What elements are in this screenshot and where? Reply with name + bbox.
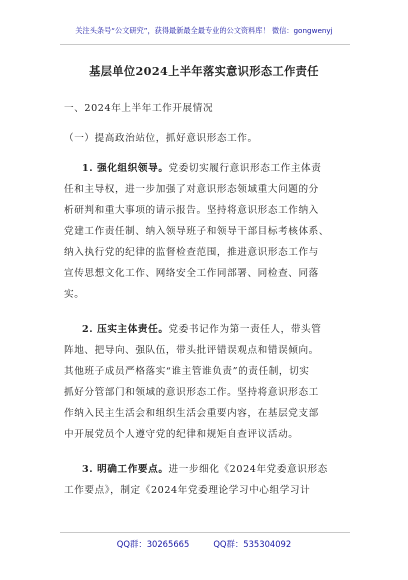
- subsection-heading: （一）提高政治站位，抓好意识形态工作。: [64, 133, 258, 144]
- paragraph-1-heading: 1. 强化组织领导。: [82, 163, 169, 174]
- header-divider: [60, 44, 350, 45]
- document-title: 基层单位2024上半年落实意识形态工作责任: [89, 64, 319, 78]
- paragraph-1-line: 任和主导权，进一步加强了对意识形态领域重大问题的分: [64, 184, 319, 195]
- header-banner: 关注头条号“公文研究”，获得最新最全最专业的公文资料库！ 微信：gongwenyj: [75, 26, 333, 35]
- paragraph-2-line: 阵地、把导向、强队伍，带头批评错误观点和错误倾向。: [64, 345, 319, 356]
- paragraph-1-line: 宣传思想文化工作、网络安全工作同部署、同检查、同落: [64, 268, 319, 279]
- paragraph-3-text: 进一步细化《2024年党委意识形态: [168, 464, 328, 475]
- paragraph-1-text: 党委切实履行意识形态工作主体责: [168, 163, 322, 174]
- footer: [0, 538, 408, 550]
- paragraph-2-text: 党委书记作为第一责任人，带头管: [168, 324, 322, 335]
- paragraph-3-line: 工作要点》，制定《2024年党委理论学习中心组学习计: [64, 485, 311, 496]
- paragraph-1-line: 析研判和重大事项的请示报告。坚持将意识形态工作纳入: [64, 205, 319, 216]
- paragraph-3-heading: 3. 明确工作要点。: [82, 464, 169, 475]
- paragraph-2-line: [82, 321, 321, 335]
- paragraph-2-line: 抓好分管部门和领域的意识形态工作。坚持将意识形态工: [64, 387, 319, 398]
- paragraph-2-line: 作纳入民主生活会和组织生活会重要内容，在基层党支部: [64, 408, 319, 419]
- footer-qq-group-1: QQ群：30265665: [116, 539, 190, 549]
- section-heading: 一、2024年上半年工作开展情况: [64, 103, 214, 114]
- footer-divider: [60, 532, 350, 533]
- paragraph-1-line: 实。: [64, 289, 85, 300]
- paragraph-2-heading: 2. 压实主体责任。: [82, 324, 169, 335]
- paragraph-2-line: 其他班子成员严格落实“谁主管谁负责”的责任制，切实: [64, 366, 310, 377]
- paragraph-1-line: 党建工作责任制、纳入领导班子和领导干部目标考核体系、: [64, 226, 330, 237]
- footer-qq-group-2: QQ群：535304092: [213, 539, 292, 549]
- paragraph-1-line: 纳入执行党的纪律的监督检查范围，推进意识形态工作与: [64, 247, 319, 258]
- paragraph-2-line: 中开展党员个人遵守党的纪律和规矩自查评议活动。: [64, 429, 299, 440]
- paragraph-3-line: [82, 461, 328, 475]
- paragraph-1-line: [82, 160, 321, 174]
